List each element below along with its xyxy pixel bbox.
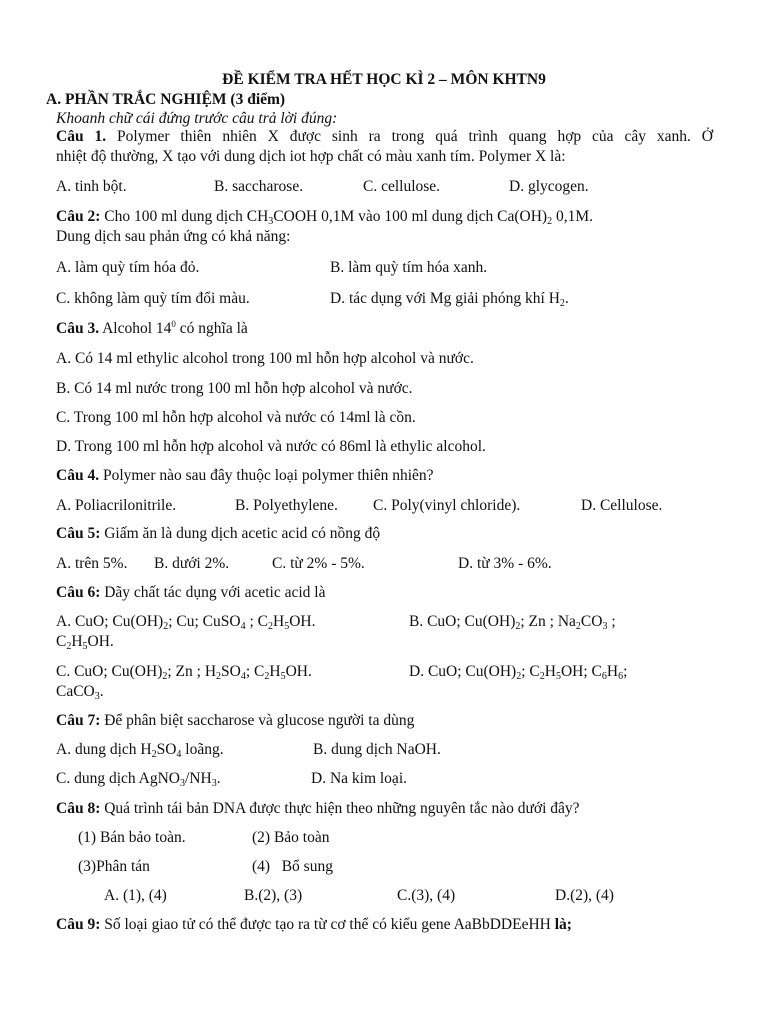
answer-7b[interactable]: B. dung dịch NaOH. xyxy=(313,741,441,758)
answer-2a[interactable]: A. làm quỳ tím hóa đỏ. xyxy=(56,259,200,276)
answer-7c[interactable]: C. dung dịch $AgNO_3/NH_3$. xyxy=(56,770,221,789)
question-4 xyxy=(56,466,434,486)
answer-8b[interactable]: B.(2), (3) xyxy=(244,887,303,904)
answer-6b[interactable]: B. CuO; $Cu(OH)_2$; Zn ; $Na_2CO_3$ ; xyxy=(409,613,616,632)
question-text: Alcohol $14^0$ có nghĩa là xyxy=(102,319,248,337)
principle-2: (2) Bảo toàn xyxy=(252,829,330,846)
answer-4c[interactable]: C. Poly(vinyl chloride). xyxy=(373,497,521,514)
answer-6d[interactable]: D. CuO; $Cu(OH)_2$; $C_2H_5OH$; $C_6H_6$; xyxy=(409,663,628,682)
instruction: Khoanh chữ cái đứng trước câu trả lời đúng: xyxy=(56,110,338,127)
answer-4a[interactable]: A. Poliacrilonitrile. xyxy=(56,497,177,514)
question-6 xyxy=(56,583,325,603)
answer-6d-cont: CaCO$_3$. xyxy=(56,683,104,702)
question-label: Câu 1. xyxy=(56,128,107,145)
question-8 xyxy=(56,799,580,819)
question-3 xyxy=(56,319,248,339)
answer-6b-cont: $C_2H_5OH$. xyxy=(56,633,114,652)
question-2 xyxy=(56,207,593,227)
question-label: Câu 4. xyxy=(56,467,100,484)
answer-3d[interactable]: D. Trong 100 ml hỗn hợp alcohol và nước có 86ml là ethylic alcohol. xyxy=(56,438,486,455)
answer-4d[interactable]: D. Cellulose. xyxy=(581,497,663,514)
answer-8d[interactable]: D.(2), (4) xyxy=(555,887,614,904)
answer-6a[interactable]: A. CuO; $Cu(OH)_2$; Cu; CuSO$_4$ ; $C_2H_5OH$. xyxy=(56,613,316,632)
answer-8a[interactable]: A. (1), (4) xyxy=(104,887,167,904)
exam-title: ĐỀ KIỂM TRA HẾT HỌC KÌ 2 – MÔN KHTN9 xyxy=(222,71,546,88)
question-7 xyxy=(56,711,414,731)
question-label: Câu 5: xyxy=(56,525,101,542)
answer-7d[interactable]: D. Na kim loại. xyxy=(311,770,407,787)
principle-1: (1) Bán bảo toàn. xyxy=(78,829,186,846)
question-label: Câu 2: xyxy=(56,208,101,225)
section-a-heading: A. PHẦN TRẮC NGHIỆM (3 điểm) xyxy=(46,91,286,108)
answer-5a[interactable]: A. trên 5%. xyxy=(56,555,128,572)
question-text: Giấm ăn là dung dịch acetic acid có nồng độ xyxy=(104,525,381,542)
answer-5c[interactable]: C. từ 2% - 5%. xyxy=(272,555,365,572)
answer-2d[interactable]: D. tác dụng với Mg giải phóng khí $H_2$. xyxy=(330,290,569,309)
answer-8c[interactable]: C.(3), (4) xyxy=(397,887,456,904)
answer-7a[interactable]: A. dung dịch $H_2SO_4$ loãng. xyxy=(56,741,224,760)
question-text: Để phân biệt saccharose và glucose người ta dùng xyxy=(104,712,415,729)
question-1-line2: nhiệt độ thường, X tạo với dung dịch iot hợp chất có màu xanh tím. Polymer X là: xyxy=(56,148,566,165)
question-text-bold: là; xyxy=(554,916,572,933)
answer-5d[interactable]: D. từ 3% - 6%. xyxy=(458,555,552,572)
answer-3c[interactable]: C. Trong 100 ml hỗn hợp alcohol và nước có 14ml là cồn. xyxy=(56,409,416,426)
question-1 xyxy=(56,127,713,147)
answer-2b[interactable]: B. làm quỳ tím hóa xanh. xyxy=(330,259,488,276)
answer-5b[interactable]: B. dưới 2%. xyxy=(154,555,230,572)
question-label: Câu 8: xyxy=(56,800,101,817)
question-label: Câu 6: xyxy=(56,584,101,601)
question-9 xyxy=(56,915,572,935)
principle-3: (3)Phân tán xyxy=(78,858,150,875)
question-text: Quá trình tái bản DNA được thực hiện theo những nguyên tắc nào dưới đây? xyxy=(104,800,580,817)
answer-2c[interactable]: C. không làm quỳ tím đổi màu. xyxy=(56,290,250,307)
answer-1d[interactable]: D. glycogen. xyxy=(509,178,589,195)
answer-1c[interactable]: C. cellulose. xyxy=(363,178,441,195)
answer-6c[interactable]: C. CuO; $Cu(OH)_2$; Zn ; $H_2SO_4$; $C_2H_5OH$. xyxy=(56,663,312,682)
answer-3b[interactable]: B. Có 14 ml nước trong 100 ml hỗn hợp alcohol và nước. xyxy=(56,380,413,397)
answer-1b[interactable]: B. saccharose. xyxy=(214,178,304,195)
question-text: Polymer nào sau đây thuộc loại polymer thiên nhiên? xyxy=(102,467,434,484)
principle-4: (4) Bổ sung xyxy=(252,858,333,875)
question-2-line2: Dung dịch sau phản ứng có khả năng: xyxy=(56,228,291,245)
question-text: Polymer thiên nhiên X được sinh ra trong quá trình quang hợp của cây xanh. Ở xyxy=(117,128,713,145)
answer-1a[interactable]: A. tinh bột. xyxy=(56,178,127,195)
question-label: Câu 3. xyxy=(56,320,100,337)
answer-3a[interactable]: A. Có 14 ml ethylic alcohol trong 100 ml hỗn hợp alcohol và nước. xyxy=(56,350,474,367)
question-5 xyxy=(56,524,380,544)
question-text: Dãy chất tác dụng với acetic acid là xyxy=(104,584,326,601)
question-text: Số loại giao tử có thể được tạo ra từ cơ thể có kiểu gene AaBbDDEeHH xyxy=(104,916,555,933)
question-label: Câu 7: xyxy=(56,712,101,729)
question-label: Câu 9: xyxy=(56,916,101,933)
answer-4b[interactable]: B. Polyethylene. xyxy=(235,497,338,514)
question-text: Cho 100 ml dung dịch $CH_3COOH$ 0,1M vào 100 ml dung dịch $Ca(OH)_2$ 0,1M. xyxy=(104,208,594,227)
